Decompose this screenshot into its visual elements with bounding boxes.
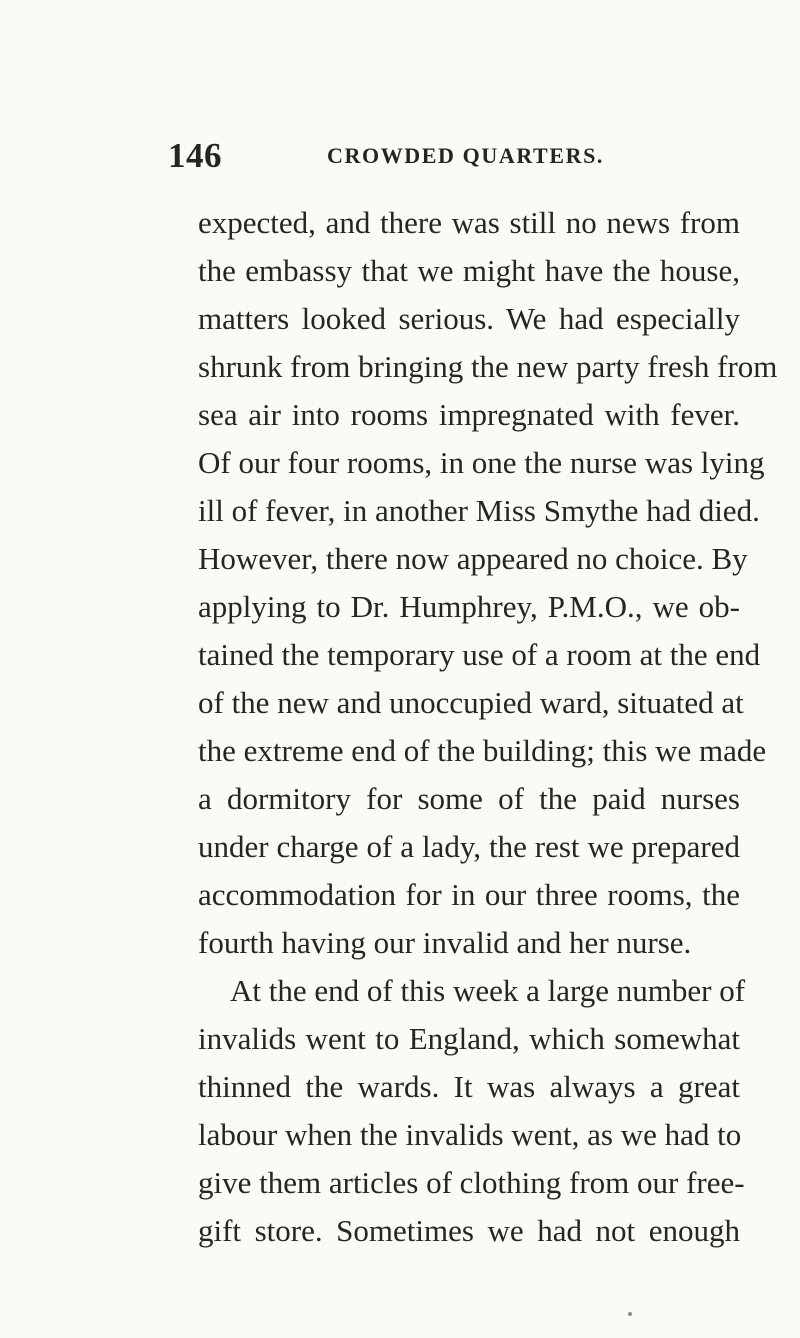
text-line: However, there now appeared no choice. By [198, 541, 748, 576]
text-line: shrunk from bringing the new party fresh from [198, 349, 778, 384]
text-line: applying to Dr. Humphrey, P.M.O., we ob- [198, 589, 740, 624]
text-line: of the new and unoccupied ward, situated at [198, 685, 744, 720]
text-line: ill of fever, in another Miss Smythe had died. [198, 493, 760, 528]
text-line: Of our four rooms, in one the nurse was lying [198, 445, 765, 480]
text-line: the embassy that we might have the house, [198, 253, 740, 288]
text-line: thinned the wards. It was always a great [198, 1069, 740, 1104]
page-number: 146 [168, 136, 222, 175]
text-line: accommodation for in our three rooms, the [198, 877, 740, 912]
body-text [198, 199, 778, 1255]
text-line: under charge of a lady, the rest we prepared [198, 829, 740, 864]
text-line: labour when the invalids went, as we had to [198, 1117, 742, 1152]
text-line: a dormitory for some of the paid nurses [198, 781, 740, 816]
paragraph-end-line: fourth having our invalid and her nurse. [198, 925, 692, 960]
paragraph-start-line: At the end of this week a large number of [230, 973, 746, 1008]
text-line: expected, and there was still no news from [198, 205, 740, 240]
running-title: CROWDED QUARTERS. [327, 143, 605, 168]
text-line: the extreme end of the building; this we made [198, 733, 767, 768]
ink-speck [628, 1312, 632, 1316]
running-head [168, 136, 638, 176]
text-line: invalids went to England, which somewhat [198, 1021, 740, 1056]
text-line: gift store. Sometimes we had not enough [198, 1213, 740, 1248]
text-line: matters looked serious. We had especially [198, 301, 740, 336]
text-line: tained the temporary use of a room at the end [198, 637, 761, 672]
text-line: sea air into rooms impregnated with fever. [198, 397, 740, 432]
text-line: give them articles of clothing from our free- [198, 1165, 745, 1200]
